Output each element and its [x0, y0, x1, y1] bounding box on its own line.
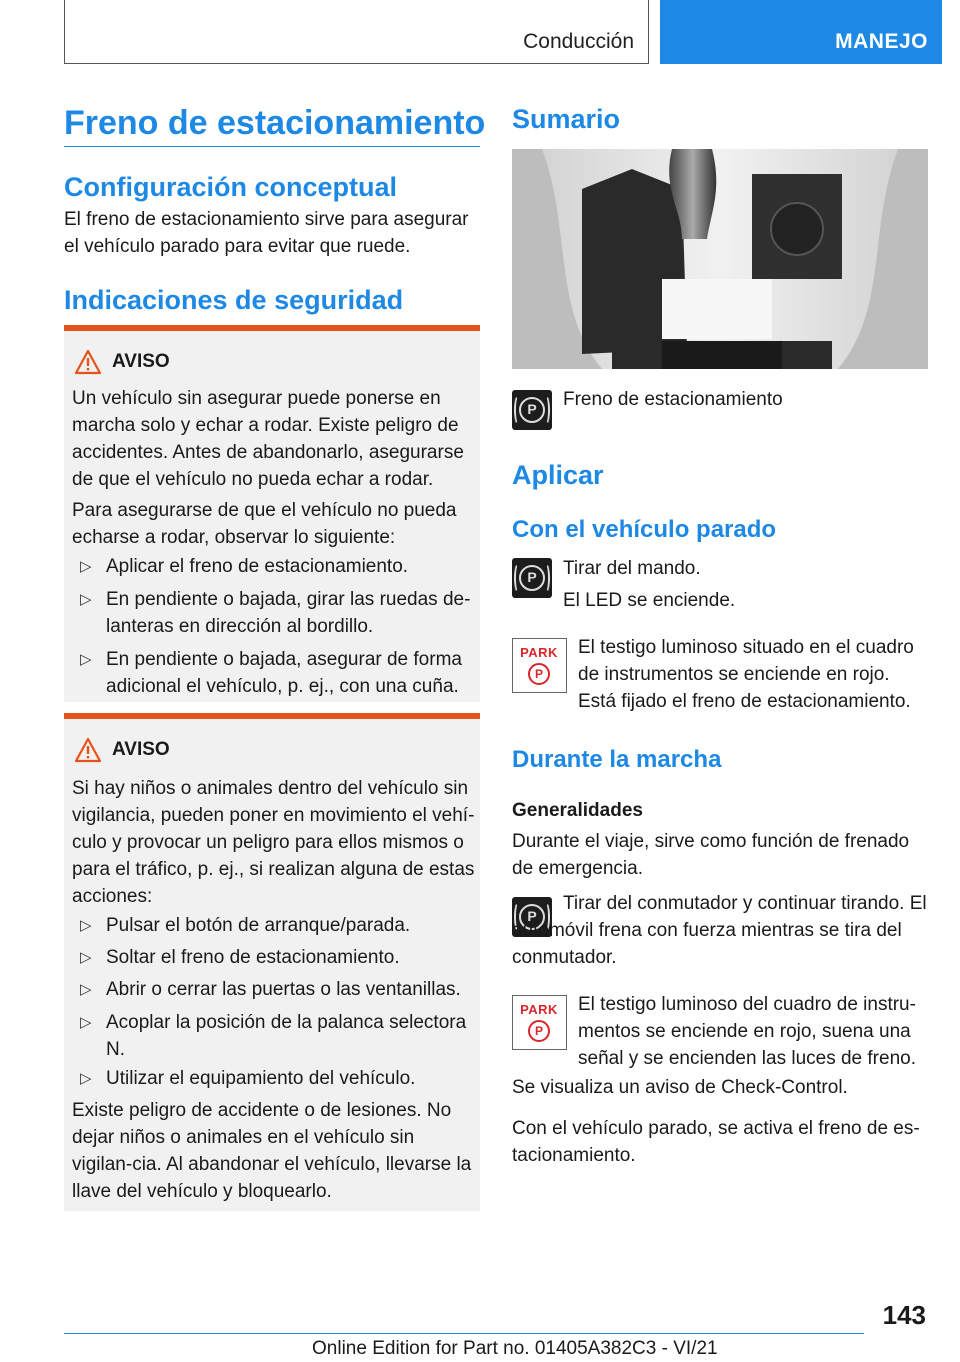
bullet-triangle-icon: ▷	[80, 917, 92, 934]
header-section-box	[64, 0, 649, 64]
bullet-triangle-icon: ▷	[80, 558, 92, 575]
apply-heading: Aplicar	[512, 460, 604, 490]
check-control-text: Se visualiza un aviso de Check-Control.	[512, 1077, 848, 1098]
footer-edition: Online Edition for Part no. 01405A382C3 - VI/21	[312, 1338, 718, 1359]
driving-park-text: El testigo luminoso del cuadro de instru-mentos se enciende en rojo, suena una señal y se encienden las luces de freno.	[578, 994, 916, 1069]
page-title: Freno de estacionamiento	[64, 104, 486, 142]
warning-text: Para asegurarse de que el vehículo no pueda echarse a rodar, observar lo siguiente:	[72, 500, 457, 548]
header-chapter-label: MANEJO	[835, 30, 928, 53]
parked-heading: Con el vehículo parado	[512, 516, 777, 543]
warning-triangle-icon	[74, 737, 102, 763]
footer-divider	[64, 1333, 864, 1334]
pull-text: Tirar del conmutador y continuar tirando. El automóvil frena con fuerza mientras se tira del conmutador.	[512, 893, 927, 968]
parked-park-text: El testigo luminoso situado en el cuadro de instrumentos se enciende en rojo. Está fijado el freno de estacionamiento.	[578, 637, 914, 712]
warning-text: Existe peligro de accidente o de lesiones. No dejar niños o animales en el vehículo sin vigilan-cia. Al abandonar el vehículo, llevarse la llave del vehículo y bloquearlo.	[72, 1100, 472, 1202]
warning-title: AVISO	[112, 739, 170, 760]
header-chapter-tab	[660, 0, 942, 64]
center-console-photo	[512, 149, 928, 369]
bullet-triangle-icon: ▷	[80, 1014, 92, 1031]
console-illustration	[512, 149, 928, 369]
park-warning-light-icon: PARK P	[512, 995, 567, 1050]
summary-heading: Sumario	[512, 104, 621, 134]
parking-brake-icon: P	[512, 558, 552, 598]
warning-text: Un vehículo sin asegurar puede ponerse en marcha solo y echar a rodar. Existe peligro de accidentes. Antes de abandonarlo, asegurarse de que el vehículo no pueda echar a rodar.	[72, 388, 464, 490]
general-text: Durante el viaje, sirve como función de frenado de emergencia.	[512, 831, 910, 879]
parking-brake-icon: P	[512, 897, 552, 937]
general-heading: Generalidades	[512, 800, 643, 821]
warning-title: AVISO	[112, 351, 170, 372]
bullet-triangle-icon: ▷	[80, 1070, 92, 1087]
parked-step-2: El LED se enciende.	[563, 590, 736, 611]
warning-box-2: AVISO Si hay niños o animales dentro del vehículo sin vigilancia, pueden poner en movimiento el vehí-culo y provocar un peligro para ellos mismos o para el tráfico, p. ej., si realizan alguna de estas acciones: ▷ Pulsar el botón de arranque/parada. ▷ Soltar el freno de estacionamiento. ▷ Abrir o cerrar las puertas o las ventanillas. ▷ Acoplar la posición de la palanca selectora N. ▷ Utilizar el equipamiento del vehículo. Existe peligro de accidente o de lesiones. No dejar niños o animales en el vehículo sin vigilan-cia. Al abandonar el vehículo, llevarse la llave del vehículo y bloquearlo.	[64, 713, 480, 1211]
warning-text: Si hay niños o animales dentro del vehículo sin vigilancia, pueden poner en movimiento el vehí-culo y provocar un peligro para ellos mismos o para el tráfico, p. ej., si realizan alguna de estas acciones:	[72, 778, 475, 907]
parked-step-1: Tirar del mando.	[563, 558, 701, 579]
header-section-label: Conducción	[523, 30, 634, 53]
warning-box-1: AVISO Un vehículo sin asegurar puede ponerse en marcha solo y echar a rodar. Existe peligro de accidentes. Antes de abandonarlo, asegurarse de que el vehículo no pueda echar a rodar. Para asegurarse de que el vehículo no pueda echarse a rodar, observar lo siguiente: ▷ Aplicar el freno de estacionamiento. ▷ En pendiente o bajada, girar las ruedas de-lanteras en dirección al bordillo. ▷ En pendiente o bajada, asegurar de forma adicional el vehículo, p. ej., con una cuña.	[64, 325, 480, 702]
safety-heading: Indicaciones de seguridad	[64, 285, 404, 315]
bullet-triangle-icon: ▷	[80, 981, 92, 998]
bullet-triangle-icon: ▷	[80, 591, 92, 608]
title-divider	[64, 146, 480, 147]
bullet-triangle-icon: ▷	[80, 949, 92, 966]
driving-heading: Durante la marcha	[512, 746, 722, 773]
bullet-triangle-icon: ▷	[80, 651, 92, 668]
park-warning-light-icon: PARK P	[512, 638, 567, 693]
concept-text: El freno de estacionamiento sirve para asegurar el vehículo parado para evitar que ruede.	[64, 209, 469, 257]
parked-activate-text: Con el vehículo parado, se activa el freno de es-tacionamiento.	[512, 1118, 920, 1166]
summary-caption: Freno de estacionamiento	[563, 389, 783, 410]
parking-brake-icon: P	[512, 390, 552, 430]
concept-heading: Configuración conceptual	[64, 172, 398, 202]
warning-triangle-icon	[74, 349, 102, 375]
page-number: 143	[882, 1300, 926, 1330]
